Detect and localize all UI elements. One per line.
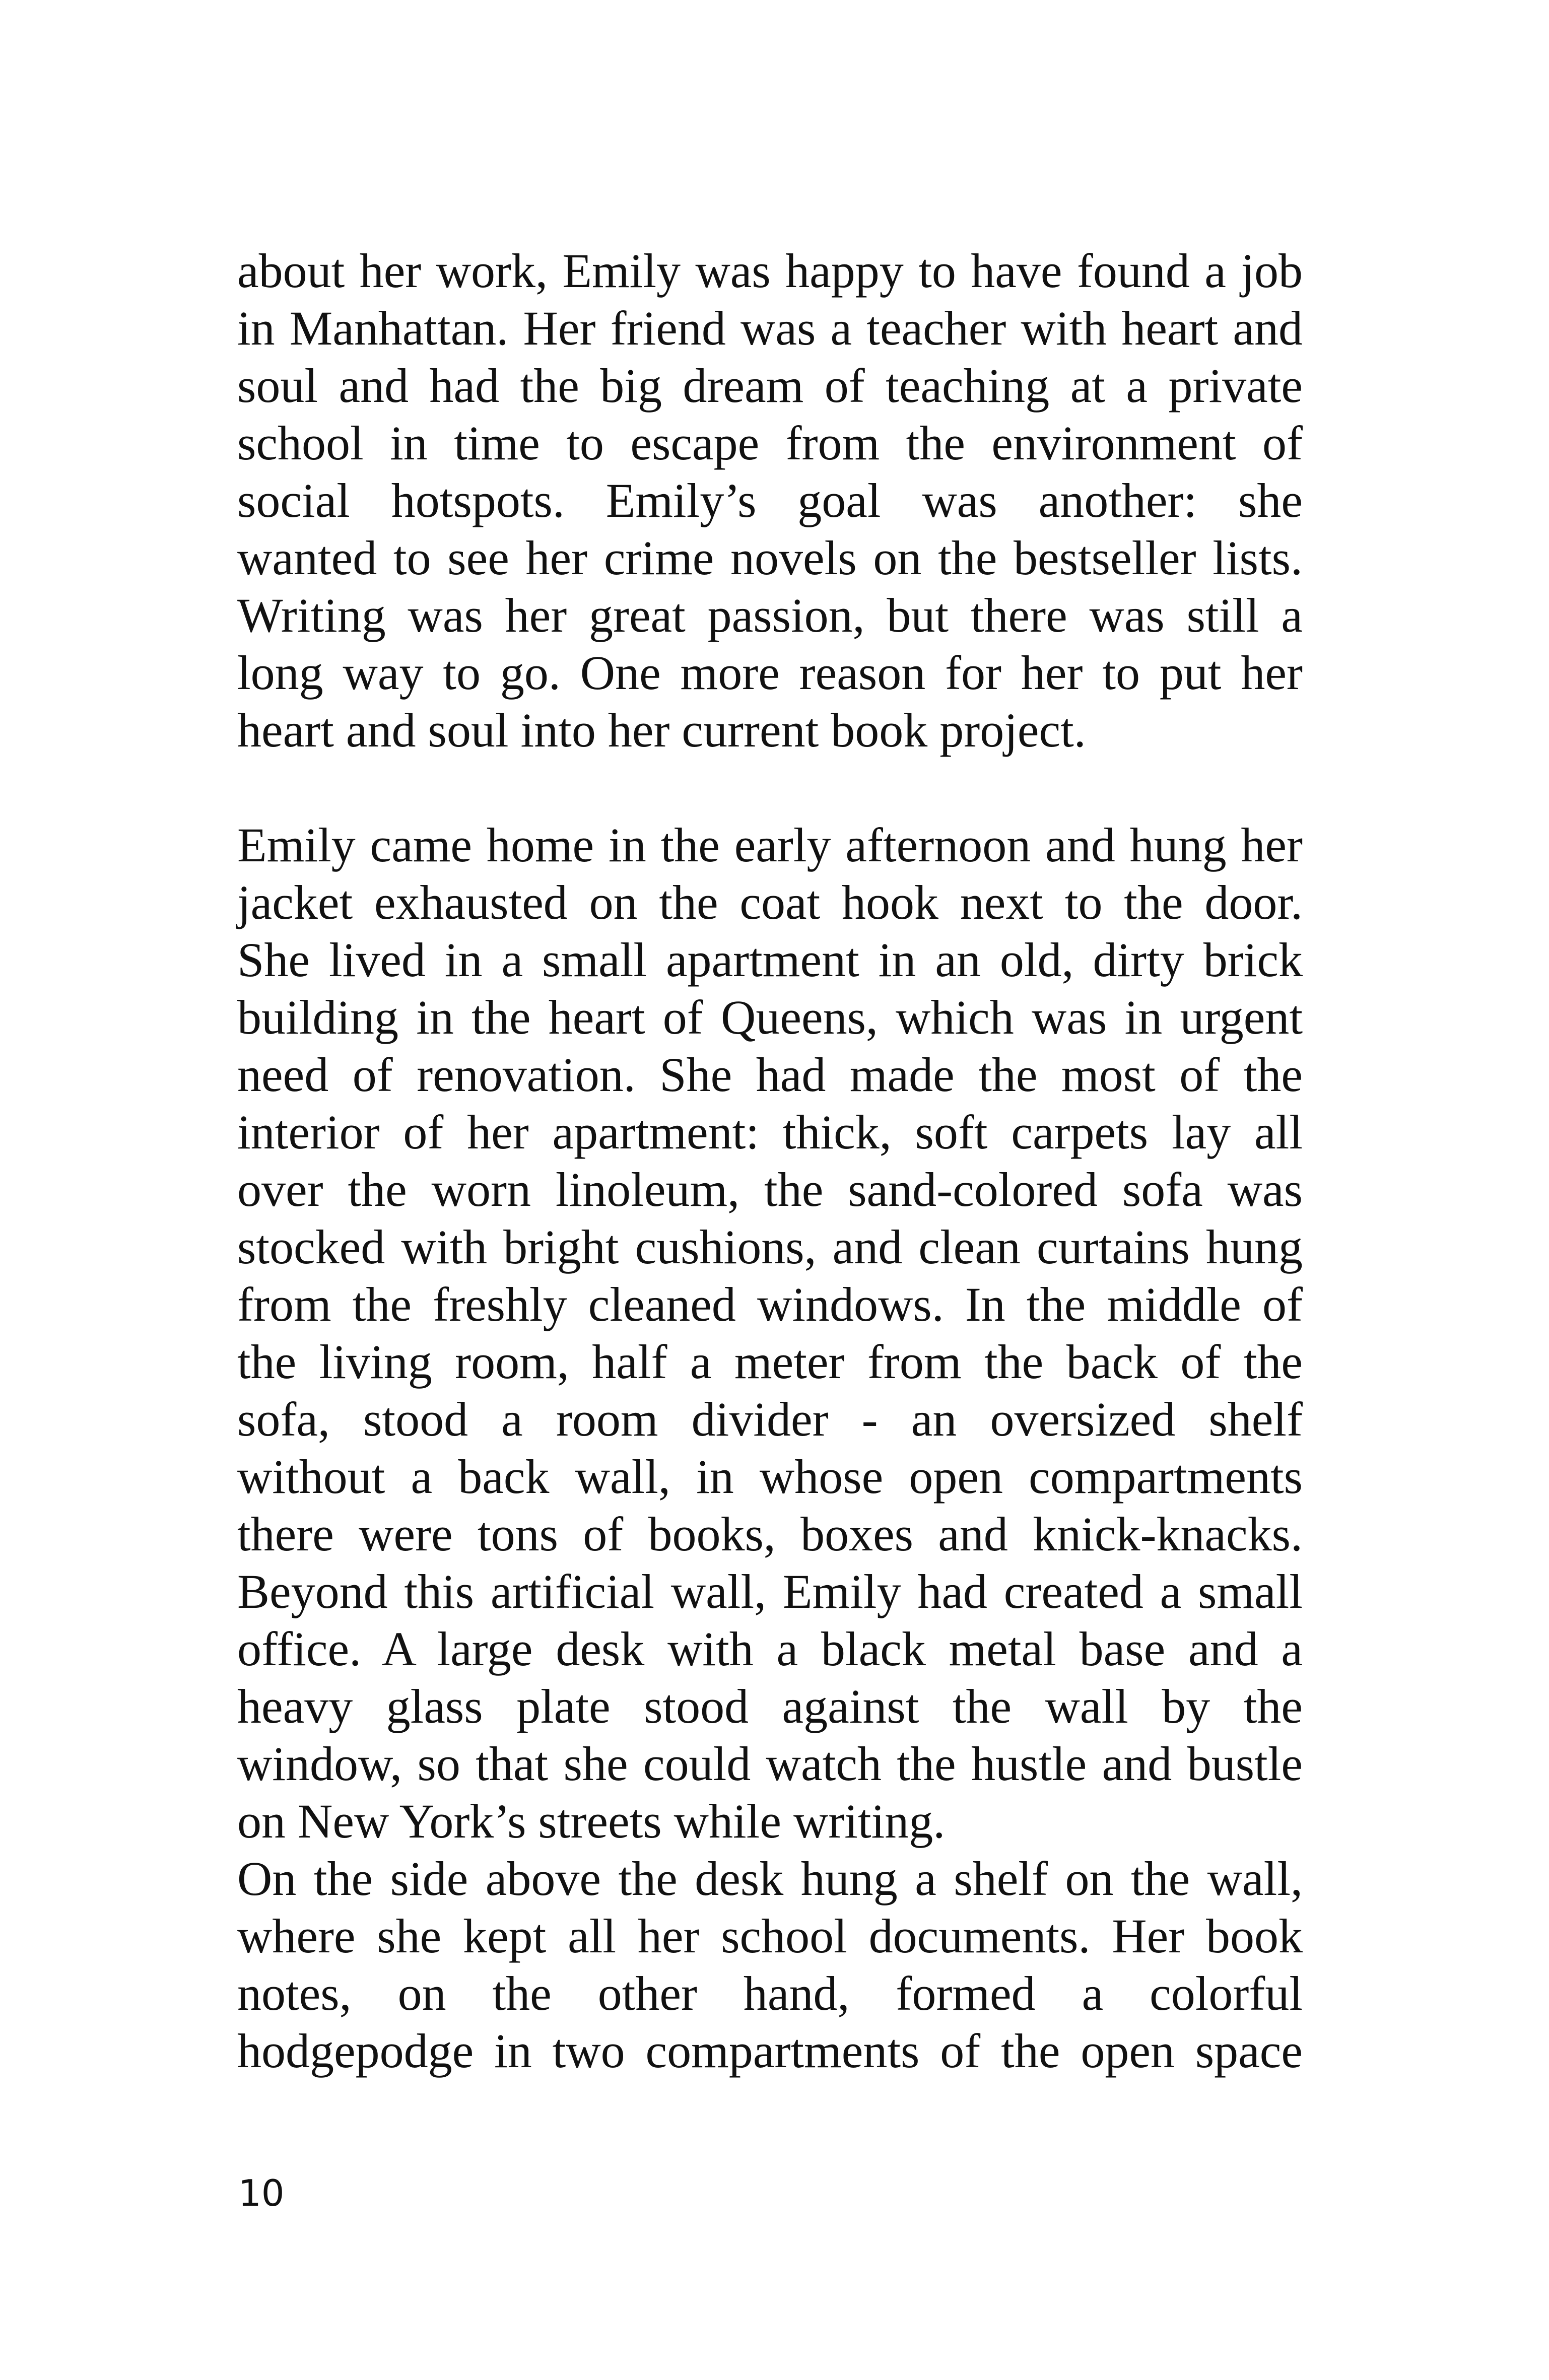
text-line: without a back wall, in whose open compartments: [237, 1450, 1303, 1504]
text-line: She lived in a small apartment in an old, dirty brick: [237, 933, 1303, 987]
text-line: stocked with bright cushions, and clean curtains hung: [237, 1220, 1303, 1274]
page-number: 10: [238, 2172, 285, 2214]
text-line: heart and soul into her current book project.: [237, 703, 1086, 757]
text-line: need of renovation. She had made the most of the: [237, 1048, 1303, 1102]
text-line: hodgepodge in two compartments of the open space: [237, 2024, 1303, 2078]
text-line: jacket exhausted on the coat hook next to the door.: [237, 875, 1303, 929]
text-line: soul and had the big dream of teaching at a private: [237, 359, 1303, 413]
text-line: over the worn linoleum, the sand-colored sofa was: [237, 1163, 1303, 1216]
text-line: heavy glass plate stood against the wall by the: [237, 1679, 1303, 1733]
text-line: window, so that she could watch the hustle and bustle: [237, 1737, 1303, 1791]
text-line: about her work, Emily was happy to have found a job: [237, 244, 1303, 298]
text-line: Writing was her great passion, but there was still a: [237, 588, 1303, 642]
text-line: wanted to see her crime novels on the bestseller lists.: [237, 531, 1303, 585]
text-line: where she kept all her school documents. Her book: [237, 1909, 1303, 1963]
text-line: sofa, stood a room divider - an oversized shelf: [237, 1392, 1303, 1446]
paragraph-1: [237, 242, 1303, 759]
paragraph-2: [237, 817, 1303, 1850]
text-line: On the side above the desk hung a shelf on the wall,: [237, 1852, 1303, 1906]
text-line: Beyond this artificial wall, Emily had created a small: [237, 1565, 1303, 1618]
text-line: from the freshly cleaned windows. In the middle of: [237, 1277, 1303, 1331]
text-line: notes, on the other hand, formed a colorful: [237, 1966, 1303, 2020]
text-line: building in the heart of Queens, which was in urgent: [237, 990, 1303, 1044]
text-line: office. A large desk with a black metal base and a: [237, 1622, 1303, 1676]
text-line: school in time to escape from the environment of: [237, 416, 1303, 470]
text-line: interior of her apartment: thick, soft carpets lay all: [237, 1105, 1303, 1159]
text-line: long way to go. One more reason for her to put her: [237, 646, 1303, 700]
paragraph-3: [237, 1850, 1303, 2080]
text-line: Emily came home in the early afternoon and hung her: [237, 818, 1303, 872]
text-line: there were tons of books, boxes and knick-knacks.: [237, 1507, 1303, 1561]
text-line: on New York’s streets while writing.: [237, 1794, 946, 1848]
text-line: social hotspots. Emily’s goal was another: she: [237, 473, 1303, 527]
text-line: in Manhattan. Her friend was a teacher with heart and: [237, 301, 1303, 355]
text-line: the living room, half a meter from the back of the: [237, 1335, 1303, 1389]
